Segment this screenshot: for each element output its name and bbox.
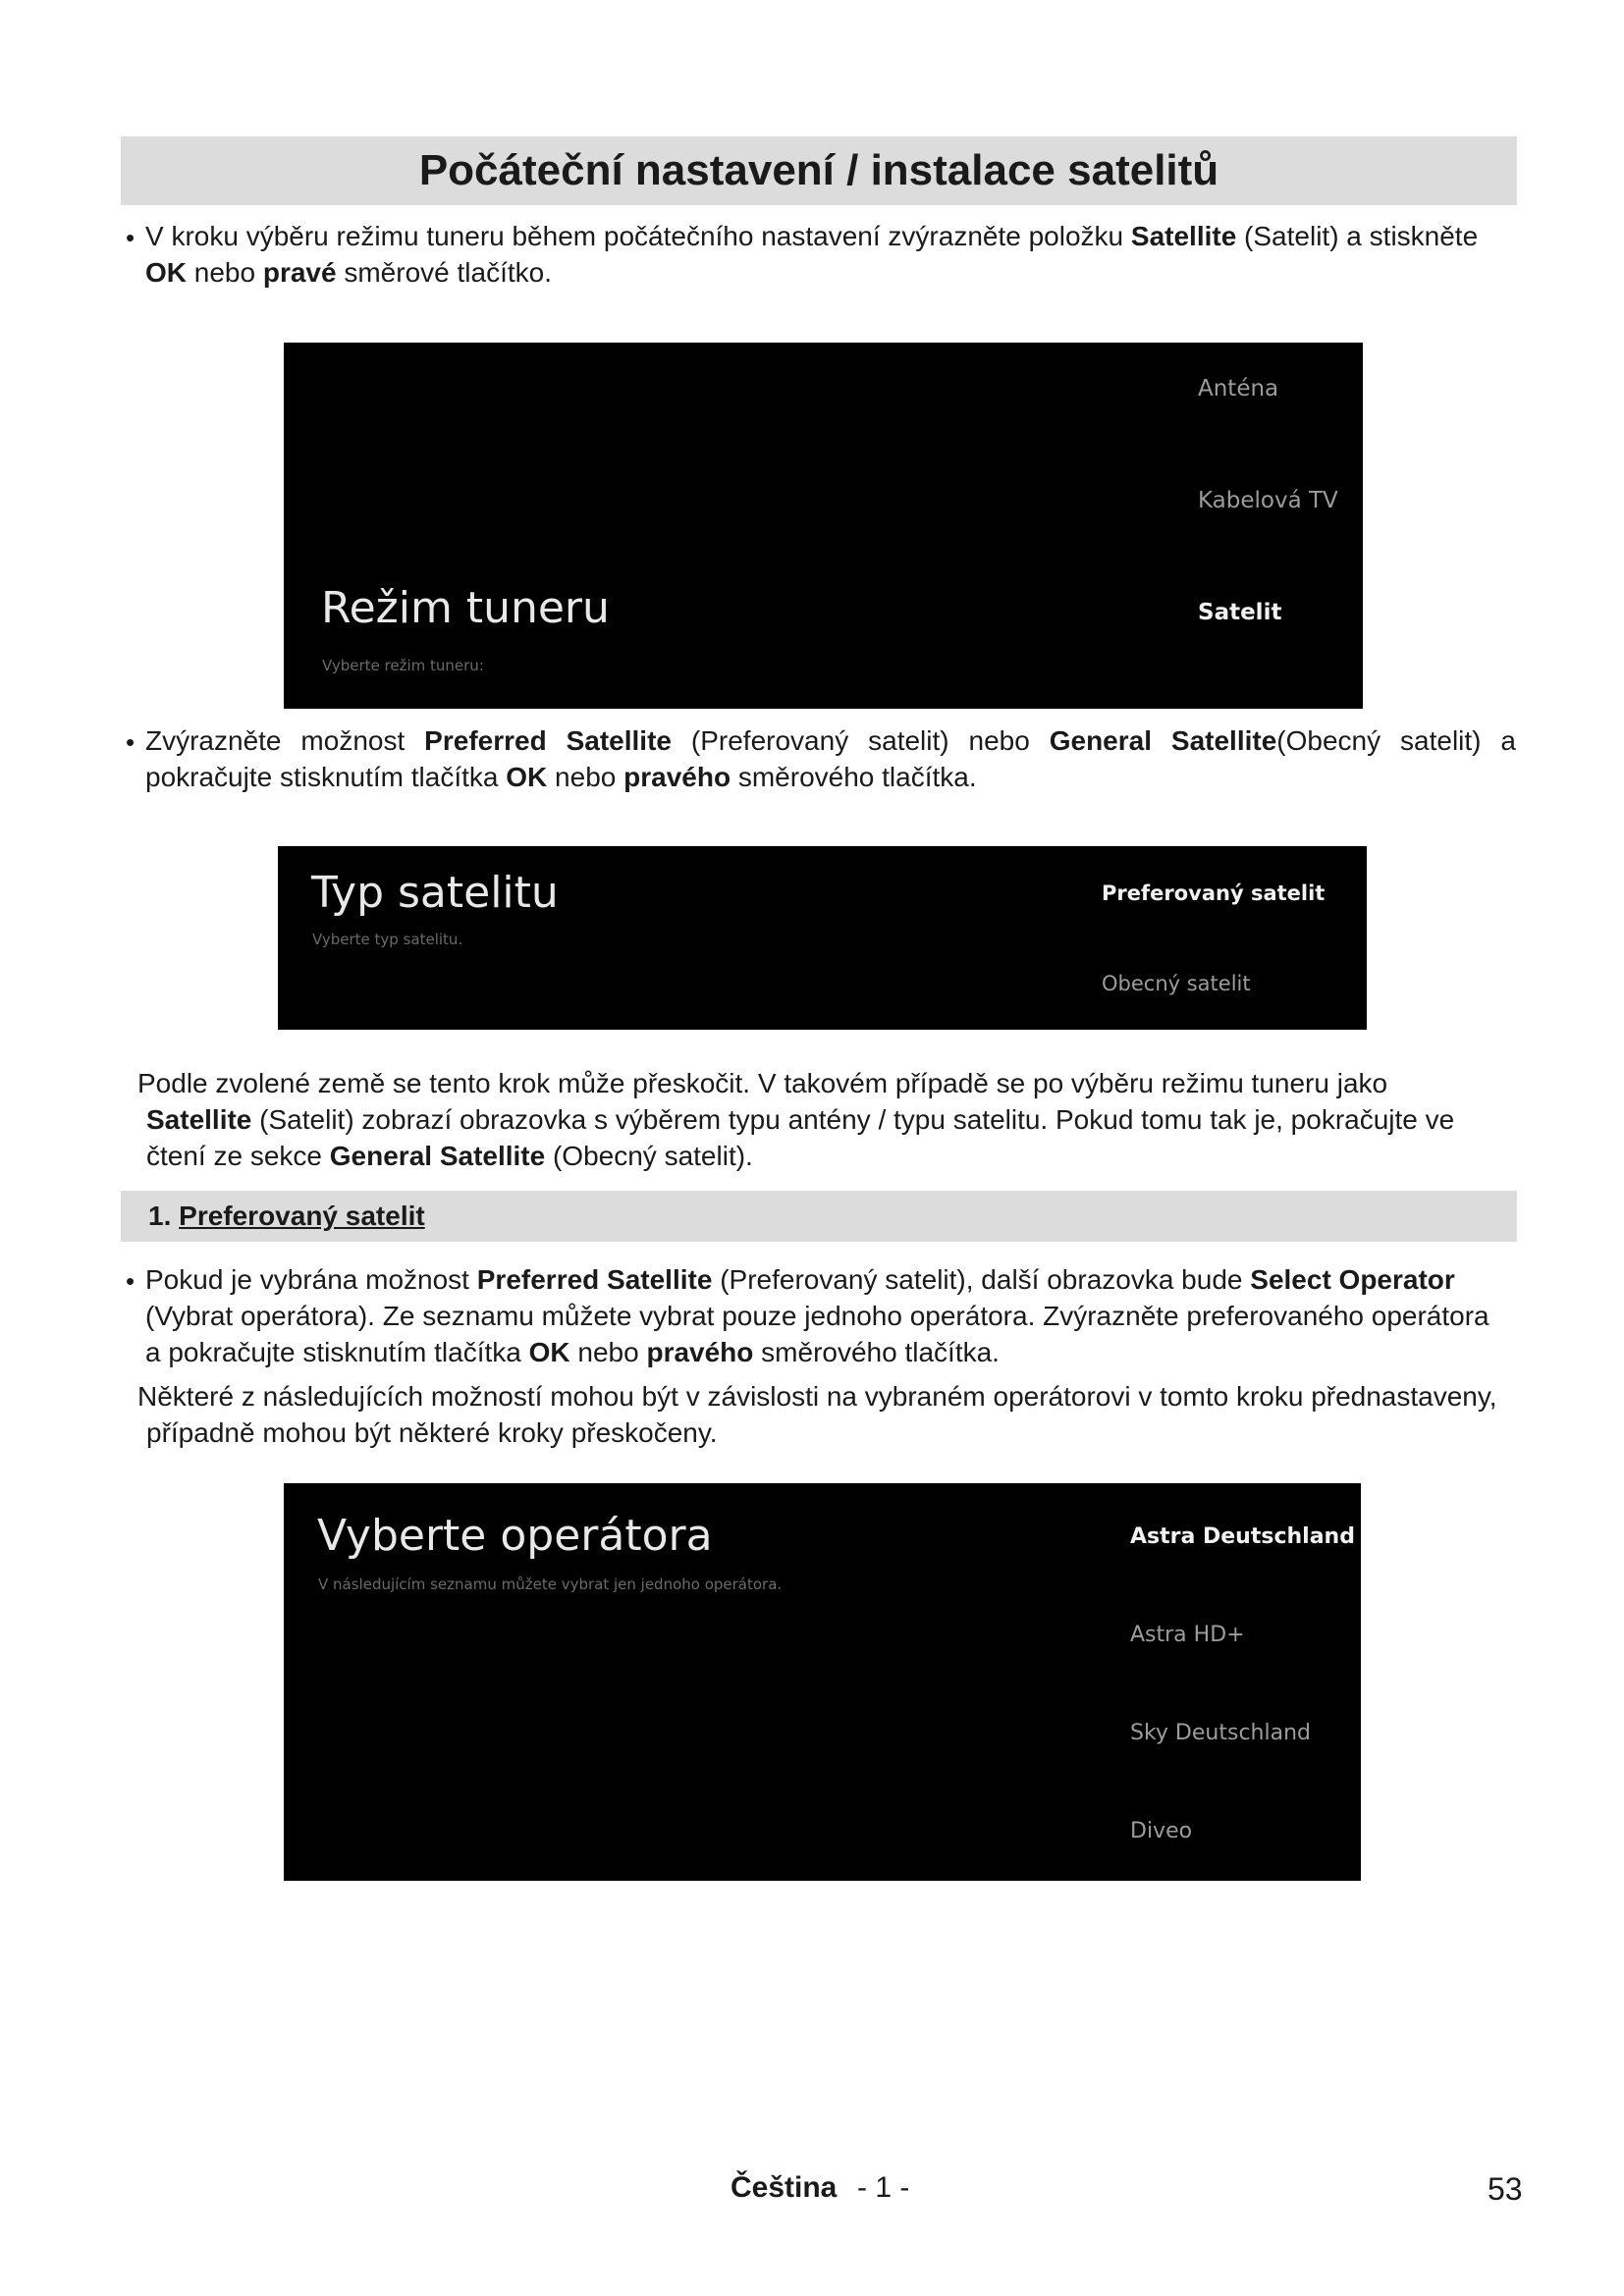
note2-paragraph: Některé z následujících možností mohou být v závislosti na vybraném operátorovi v tomto kroku přednastaveny, případně mohou být některé kroky přeskočeny. bbox=[137, 1381, 1497, 1448]
tv-screen-title: Vyberte operátora bbox=[317, 1511, 713, 1561]
page-title: Počáteční nastavení / instalace satelitů bbox=[418, 146, 1219, 194]
note-paragraph: Podle zvolené země se tento krok může přeskočit. V takovém případě se po výběru režimu tuneru jako Satellite (Satelit) zobrazí obrazovka s výběrem typu antény / typu satelitu. Pokud tomu tak je, pokračujte ve čtení ze sekce General Satellite (Obecný satelit). bbox=[137, 1068, 1455, 1171]
page-title-bar bbox=[121, 136, 1517, 205]
footer-page-marker: - 1 - bbox=[857, 2171, 910, 2204]
tv-screen-subtitle: V následujícím seznamu můžete vybrat jen jednoho operátora. bbox=[318, 1575, 783, 1593]
section-heading: 1. Preferovaný satelit bbox=[148, 1201, 425, 1231]
intro-paragraph: V kroku výběru režimu tuneru během počátečního nastavení zvýrazněte položku Satellite (Satelit) a stiskněte OK nebo pravé směrové tlačítko. bbox=[145, 221, 1479, 288]
step2-line1: Zvýrazněte možnost Preferred Satellite (Preferovaný satelit) nebo General Satellite(Obecný satelit) a bbox=[145, 725, 1517, 756]
option-cable-tv: Kabelová TV bbox=[1198, 488, 1338, 513]
tuner-mode-screenshot bbox=[284, 343, 1363, 709]
option-preferred-satellite-selected: Preferovaný satelit bbox=[1102, 881, 1326, 905]
step3-paragraph: Pokud je vybrána možnost Preferred Satellite (Preferovaný satelit), další obrazovka bude Select Operator (Vybrat operátora). Ze seznamu můžete vybrat pouze jednoho operátora. Zvýrazněte preferovaného operátora a pokračujte stisknutím tlačítka OK nebo pravého směrového tlačítka. bbox=[145, 1264, 1489, 1367]
footer-page-number: 53 bbox=[1488, 2171, 1523, 2207]
satellite-type-screenshot bbox=[278, 846, 1367, 1030]
footer-language: Čeština bbox=[731, 2171, 838, 2204]
option-astra-hd-plus: Astra HD+ bbox=[1130, 1623, 1245, 1647]
option-general-satellite: Obecný satelit bbox=[1102, 972, 1251, 995]
option-diveo: Diveo bbox=[1130, 1819, 1193, 1843]
section-heading-bar bbox=[121, 1191, 1517, 1242]
option-astra-deutschland-selected: Astra Deutschland bbox=[1130, 1524, 1355, 1549]
tv-screen-subtitle: Vyberte režim tuneru: bbox=[322, 657, 484, 674]
bullet: • bbox=[126, 223, 135, 252]
option-antenna: Anténa bbox=[1198, 376, 1279, 401]
step2-paragraph bbox=[145, 722, 1516, 795]
tv-screen-title: Typ satelitu bbox=[311, 868, 559, 918]
bullet: • bbox=[126, 1266, 135, 1296]
step2-line2: pokračujte stisknutím tlačítka OK nebo pravého směrového tlačítka. bbox=[145, 762, 977, 792]
tv-screen-subtitle: Vyberte typ satelitu. bbox=[312, 931, 463, 948]
option-sky-deutschland: Sky Deutschland bbox=[1130, 1721, 1311, 1745]
bullet: • bbox=[126, 727, 135, 757]
option-satellite-selected: Satelit bbox=[1198, 600, 1282, 625]
tv-screen-title: Režim tuneru bbox=[321, 583, 610, 633]
select-operator-screenshot bbox=[284, 1483, 1361, 1881]
